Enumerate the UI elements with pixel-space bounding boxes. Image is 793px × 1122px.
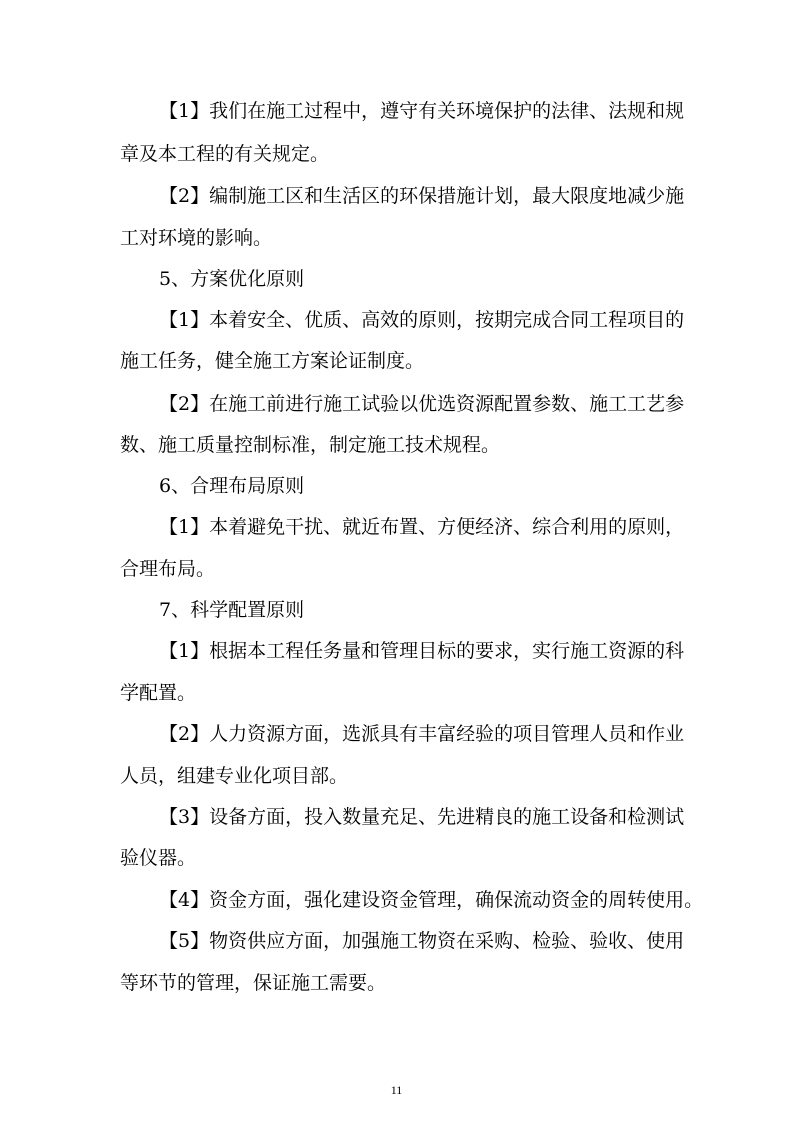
paragraph-line: 【1】我们在施工过程中，遵守有关环境保护的法律、法规和规 [159,100,685,122]
paragraph-line: 【2】编制施工区和生活区的环保措施计划，最大限度地减少施 [159,185,685,207]
paragraph-line: 【3】设备方面，投入数量充足、先进精良的施工设备和检测试 [159,806,685,828]
paragraph-line: 【5】物资供应方面，加强施工物资在采购、检验、验收、使用 [159,930,685,952]
paragraph-line: 【2】人力资源方面，选派具有丰富经验的项目管理人员和作业 [159,723,685,745]
paragraph-line: 数、施工质量控制标准，制定施工技术规程。 [120,434,501,456]
paragraph-line: 【1】根据本工程任务量和管理目标的要求，实行施工资源的科 [159,640,685,662]
paragraph-line: 等环节的管理，保证施工需要。 [120,972,387,994]
section-heading: 5、方案优化原则 [159,268,305,290]
paragraph-line: 工对环境的影响。 [120,227,273,249]
paragraph-line: 【2】在施工前进行施工试验以优选资源配置参数、施工工艺参 [159,393,685,415]
paragraph-line: 章及本工程的有关规定。 [120,143,330,165]
section-heading: 7、科学配置原则 [159,599,305,621]
paragraph-line: 学配置。 [120,682,197,704]
section-heading: 6、合理布局原则 [159,475,305,497]
paragraph-line: 人员，组建专业化项目部。 [120,765,349,787]
paragraph-line: 【4】资金方面，强化建设资金管理，确保流动资金的周转使用。 [159,889,704,911]
paragraph-line: 【1】本着避免干扰、就近布置、方便经济、综合利用的原则， [159,516,685,538]
paragraph-line: 合理布局。 [120,558,216,580]
paragraph-line: 施工任务，健全施工方案论证制度。 [120,350,425,372]
paragraph-line: 验仪器。 [120,847,197,869]
paragraph-line: 【1】本着安全、优质、高效的原则，按期完成合同工程项目的 [159,309,685,331]
page-number: 11 [390,1083,403,1097]
